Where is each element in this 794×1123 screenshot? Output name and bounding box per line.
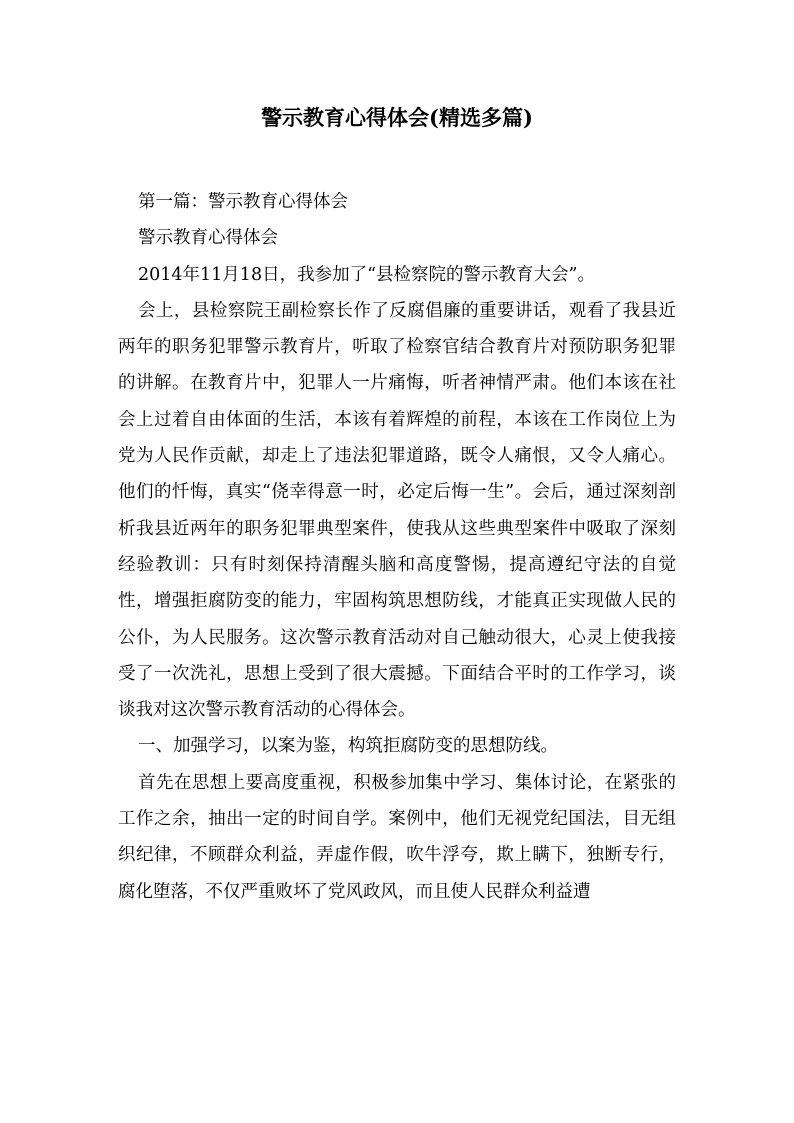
section-heading: 第一篇：警示教育心得体会 (138, 192, 348, 212)
article-subtitle: 警示教育心得体会 (138, 228, 278, 249)
subsection-heading: 一、加强学习，以案为鉴，构筑拒腐防变的思想防线。 (138, 736, 558, 757)
document-title: 警示教育心得体会(精选多篇) (261, 105, 533, 130)
document-body (118, 184, 676, 910)
body-paragraph: 首先在思想上要高度重视，积极参加集中学习、集体讨论，在紧张的工作之余，抽出一定的时间自学。案例中，他们无视党纪国法，目无组织纪律，不顾群众利益，弄虚作假，吹牛浮夸，欺上瞒下，独断专行，腐化堕落，不仅严重败坏了党风政风，而且使人民群众利益遭 (118, 772, 676, 902)
body-paragraph: 会上，县检察院王副检察长作了反腐倡廉的重要讲话，观看了我县近两年的职务犯罪警示教育片，听取了检察官结合教育片对预防职务犯罪的讲解。在教育片中，犯罪人一片痛悔，听者神情严肃。他们本该在社会上过着自由体面的生活，本该有着辉煌的前程，本该在工作岗位上为党为人民作贡献，却走上了违法犯罪道路，既令人痛恨，又令人痛心。他们的忏悔，真实“侥幸得意一时，必定后悔一生”。会后，通过深刻剖析我县近两年的职务犯罪典型案件，使我从这些典型案件中吸取了深刻经验教训：只有时刻保持清醒头脑和高度警惕，提高遵纪守法的自觉性，增强拒腐防变的能力，牢固构筑思想防线，才能真正实现做人民的公仆，为人民服务。这次警示教育活动对自己触动很大，心灵上使我接受了一次洗礼，思想上受到了很大震撼。下面结合平时的工作学习，谈谈我对这次警示教育活动的心得体会。 (118, 300, 676, 721)
body-paragraph: 2014年11月18日，我参加了“县检察院的警示教育大会”。 (138, 264, 595, 285)
